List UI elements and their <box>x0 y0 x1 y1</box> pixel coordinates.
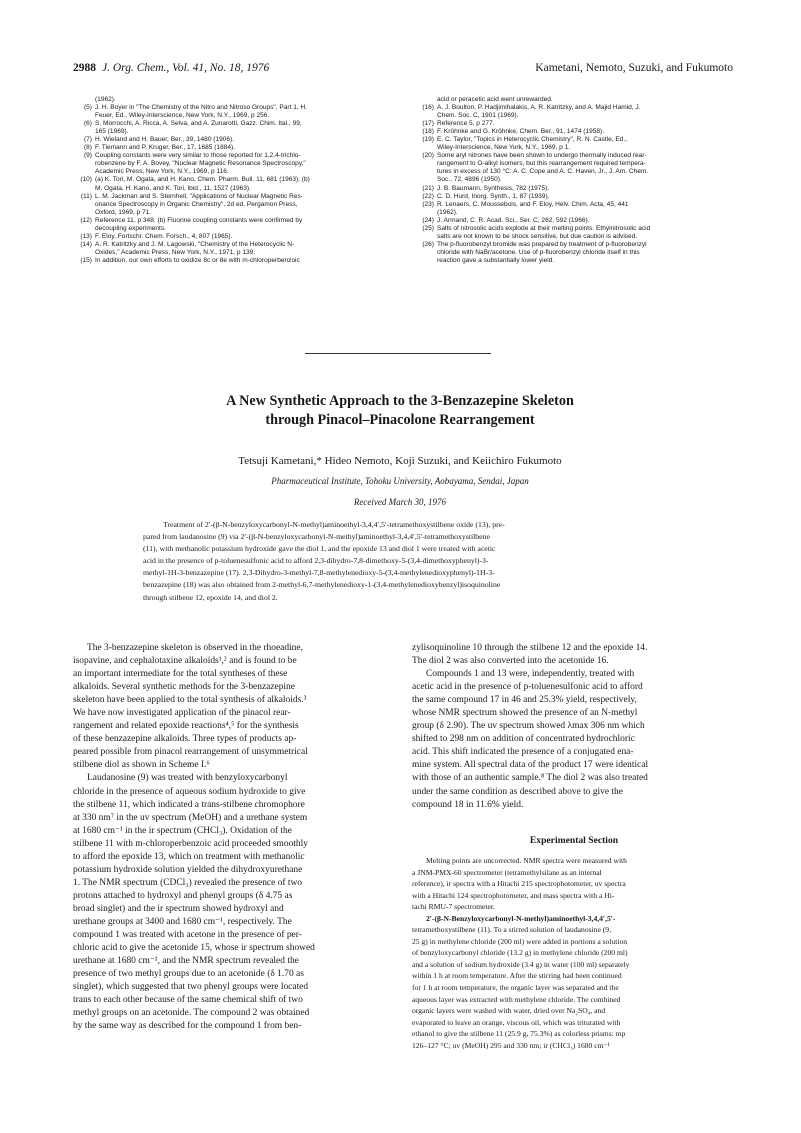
experimental-line: 2′-(β-N-Benzyloxycarbonyl-N-methyl)aminoethyl-3,4,4′,5′- <box>426 913 616 923</box>
reference-text-line: C. D. Hurd, Inorg. Synth., 1, 87 (1939). <box>437 192 550 200</box>
reference-text-line: F. Eloy, Fortschr. Chem. Forsch., 4, 807 (1965). <box>95 232 233 240</box>
body-line: We have now investigated application of the pinacol rear- <box>73 708 291 719</box>
reference-note <box>415 225 735 241</box>
running-head-authors: Kametani, Nemoto, Suzuki, and Fukumoto <box>535 62 733 74</box>
reference-text-line: onance Spectroscopy in Organic Chemistry", 2d ed, Pergamon Press, <box>95 200 298 208</box>
experimental-line: tetramethoxystilbene (11). To a stirred solution of laudanosine (9, <box>412 925 611 935</box>
body-line: peared possible from pinacol rearrangement of unsymmetrical <box>73 747 308 758</box>
reference-note <box>415 120 735 128</box>
experimental-line: aqueous layer was extracted with methylene chloride. The combined <box>412 994 621 1004</box>
section-divider <box>305 353 491 354</box>
reference-note <box>415 152 735 184</box>
references-right-column <box>415 96 735 265</box>
reference-text-line: H. Wieland and H. Bauer, Ber., 39, 1480 (1906). <box>95 136 235 144</box>
reference-text-line: Academic Press, New York, N.Y., 1969, p 116. <box>95 168 229 176</box>
experimental-line: a JNM-PMX-60 spectrometer (tetramethylsilane as an internal <box>412 867 602 877</box>
abstract-line: Treatment of 2′-(β-N-benzyloxycarbonyl-N-methyl)aminoethyl-3,4,4′,5′-tetramethoxystilbene oxide (13), pre- <box>163 520 505 529</box>
reference-text-line: J. Armand, C. R. Acad. Sci., Ser. C, 262, 592 (1966). <box>437 216 590 224</box>
reference-text-line: E. C. Taylor, "Topics in Heterocyclic Chemistry", R. N. Castle, Ed., <box>437 136 628 144</box>
experimental-line: with a Hitachi 124 spectrophotometer, and mass spectra with a Hi- <box>412 890 615 900</box>
body-line: compound 1 was treated with acetone in the presence of per- <box>73 930 302 941</box>
reference-number: (9) <box>83 152 92 160</box>
body-line: by the same way as described for the compound 1 from ben- <box>73 1021 302 1032</box>
experimental-line: 126–127 °C; uv (MeOH) 295 and 330 nm; ir (CHCl₃) 1680 cm⁻¹ <box>412 1040 610 1050</box>
reference-number: (23) <box>422 200 434 208</box>
experimental-line: Melting points are uncorrected. NMR spectra were measured with <box>426 856 627 865</box>
reference-number: (11) <box>80 192 92 200</box>
body-line: at 330 nm⁷ in the uv spectrum (MeOH) and a urethane system <box>73 812 308 823</box>
body-line: The 3-benzazepine skeleton is observed in the rhoeadine, <box>87 643 303 653</box>
body-line: compound 18 in 11.6% yield. <box>412 799 524 810</box>
reference-text-line: acid or peracetic acid went unrewarded. <box>437 96 553 103</box>
reference-note <box>73 144 399 152</box>
reference-text-line: Wiley-Interscience, New York, N.Y., 1969, p 1. <box>437 144 571 152</box>
reference-note <box>73 152 399 176</box>
reference-text-line: rangement to O-alkyl isomers, but this rearrangement required tempera- <box>437 160 646 168</box>
reference-text-line: Feuer, Ed., Wiley-Interscience, New York, N.Y., 1969, p 256. <box>95 112 270 120</box>
reference-number: (5) <box>83 104 92 112</box>
reference-note <box>73 136 399 144</box>
reference-text-line: Oxides," Academic Press, New York, N.Y., 1971, p 139. <box>95 248 256 256</box>
reference-text-line: F. Kröhnke and G. Kröhnke, Chem. Ber., 91, 1474 (1958). <box>437 128 605 136</box>
body-line: singlet), which suggested that two phenyl groups were located <box>73 982 309 993</box>
body-line: with those of an authentic sample.⁸ The diol 2 was also treated <box>412 773 648 784</box>
reference-number: (16) <box>422 104 434 112</box>
reference-text-line: A. R. Katritzky and J. M. Lagowski, "Chemistry of the Heterocyclic N- <box>95 240 295 248</box>
running-head-left <box>73 62 269 74</box>
reference-note <box>415 217 735 225</box>
abstract-line: (11), with methanolic potassium hydroxide gave the diol 1, and the epoxide 13 and diol 1 were treated with acetic <box>143 544 496 554</box>
reference-number: (8) <box>83 144 92 152</box>
reference-note <box>415 128 735 136</box>
body-line: broad singlet) and the ir spectrum showed hydroxyl and <box>73 903 284 914</box>
body-line: stilbene 11 with m-chloroperbenzoic acid proceeded smoothly <box>73 838 308 849</box>
title-line: A New Synthetic Approach to the 3-Benzazepine Skeleton <box>226 393 574 409</box>
reference-text-line: Coupling constants were very similar to those reported for 1,2,4-trichlo- <box>95 152 301 160</box>
body-line: under the same condition as described above to give the <box>412 786 623 797</box>
body-line: stilbene diol as shown in Scheme I.⁶ <box>73 760 210 771</box>
reference-note <box>415 104 735 120</box>
running-head <box>73 62 733 78</box>
reference-text-line: Soc., 72, 4896 (1950). <box>437 176 502 184</box>
abstract-line: pared from laudanosine (9) via 2′-(β-N-benzyloxycarbonyl-N-methyl)aminoethyl-3,4,4′,5′-tetramethoxystilbene <box>143 532 490 542</box>
reference-note <box>415 185 735 193</box>
reference-text-line: F. Tiemann and P. Kruger, Ber., 17, 1685 (1884). <box>95 144 235 152</box>
reference-note <box>73 241 399 257</box>
body-line: zylisoquinoline 10 through the stilbene 12 and the epoxide 14. <box>412 643 648 653</box>
abstract-line: methyl-1H-3-benzazepine (17). 2,3-Dihydro-3-methyl-7,8-methylenedioxy-5-(3,4-methylenedioxyphenyl)-1H-3- <box>143 568 495 578</box>
reference-note <box>73 257 399 265</box>
body-line: skeleton have been applied to the total synthesis of alkaloids.³ <box>73 695 307 706</box>
reference-text-line: Reference 11, p 348. (b) Fluorine coupling constants were confirmed by <box>95 216 303 224</box>
abstract-line: through stilbene 12, epoxide 14, and diol 2. <box>143 592 278 602</box>
reference-text-line: L. M. Jackman and S. Sternhell, "Applications of Nuclear Magnetic Res- <box>95 192 303 200</box>
body-line: alkaloids. Several synthetic methods for the 3-benzazepine <box>73 682 295 693</box>
abstract <box>143 519 676 604</box>
reference-number: (10) <box>80 176 92 184</box>
experimental-line: ethanol to give the stilbene 11 (25.9 g, 75.3%) as colorless prisms: mp <box>412 1029 626 1039</box>
body-line: chloride in the presence of aqueous sodium hydroxide to give <box>73 786 306 797</box>
experimental-line: reference), ir spectra with a Hitachi 215 spectrophotometer, uv spectra <box>412 879 626 889</box>
body-line: Compounds 1 and 13 were, independently, treated with <box>426 669 635 680</box>
body-line: trans to each other because of the same chemical shift of two <box>73 995 303 1006</box>
experimental-line: tachi RMU-7 spectrometer. <box>412 902 495 912</box>
reference-text-line: R. Lenaers, C. Moussebois, and F. Eloy, Helv. Chim. Acta, 45, 441 <box>437 200 629 208</box>
body-line: acetic acid in the presence of p-toluenesulfonic acid to afford <box>412 682 643 693</box>
experimental-line: evaporated to leave an orange, viscous oil, which was triturated with <box>412 1017 621 1027</box>
body-line: chloric acid to give the acetonide 15, whose ir spectrum showed <box>73 943 315 954</box>
reference-text-line: Chem. Soc. C, 1901 (1969). <box>437 112 519 120</box>
experimental-line: 25 g) in methylene chloride (200 ml) were added in portions a solution <box>412 936 628 946</box>
reference-note <box>73 120 399 136</box>
reference-note <box>73 96 399 104</box>
title-line: through Pinacol–Pinacolone Rearrangement <box>265 412 535 428</box>
body-line: group (δ 2.90). The uv spectrum showed λmax 306 nm which <box>412 721 645 732</box>
reference-note <box>415 193 735 201</box>
body-line: urethane at 1680 cm⁻¹, and the NMR spectrum revealed the <box>73 956 299 967</box>
author-list: Tetsuji Kametani,* Hideo Nemoto, Koji Suzuki, and Keiichiro Fukumoto <box>238 455 562 467</box>
reference-text-line: J. B. Baumann, Synthesis, 782 (1975). <box>437 184 550 192</box>
reference-number: (14) <box>80 240 92 248</box>
reference-note <box>415 201 735 217</box>
reference-number: (26) <box>422 240 434 248</box>
body-line: mine system. All spectral data of the product 17 were identical <box>412 760 649 771</box>
references-left-column <box>73 96 399 265</box>
reference-text-line: Oxford, 1969, p 71. <box>95 208 152 216</box>
reference-note <box>415 241 735 265</box>
reference-number: (25) <box>422 224 434 232</box>
reference-number: (17) <box>422 120 434 128</box>
body-line: potassium hydroxide solution yielded the dihydroxyurethane <box>73 864 303 875</box>
body-line: an important intermediate for the total syntheses of these <box>73 669 288 680</box>
reference-number: (21) <box>422 184 434 192</box>
experimental-text <box>412 855 736 1051</box>
reference-text-line: tures in excess of 130 °C: A. C. Cope and A. C. Haven, Jr., J. Am. Chem. <box>437 168 649 176</box>
reference-number: (12) <box>80 216 92 224</box>
body-line: urethane groups at 3400 and 1680 cm⁻¹, respectively. The <box>73 916 292 927</box>
reference-number: (13) <box>80 232 92 240</box>
reference-text-line: robenzene by F. A. Bovey, "Nuclear Magnetic Resonance Spectroscopy," <box>95 160 306 168</box>
body-line: The diol 2 was also converted into the acetonide 16. <box>412 656 609 667</box>
body-left-column <box>73 642 395 1033</box>
reference-note <box>73 193 399 217</box>
body-line: presence of two methyl groups due to an acetonide (δ 1.70 as <box>73 969 304 980</box>
body-line: to afford the epoxide 13, which on treatment with methanolic <box>73 851 305 862</box>
reference-text-line: (a) K. Tori, M. Ogata, and H. Kano, Chem. Pharm. Bull. 11, 681 (1963); (b) <box>95 176 310 184</box>
reference-text-line: Salts of nitrosolic acids explode at their melting points. Ethylnitrosolic acid <box>437 224 651 232</box>
body-line: at 1680 cm⁻¹ in the ir spectrum (CHCl₃). Oxidation of the <box>73 825 292 836</box>
reference-text-line: The p-fluorobenzyl bromide was prepared by treatment of p-fluorobenzyl <box>437 240 647 248</box>
reference-text-line: 165 (1969). <box>95 128 129 136</box>
affiliation: Pharmaceutical Institute, Tohoku University, Aobayama, Sendai, Japan <box>271 476 529 486</box>
body-line: acid. This shift indicated the presence of a conjugated ena- <box>412 747 634 758</box>
received-date: Received March 30, 1976 <box>353 497 447 507</box>
body-line: protons attached to hydroxyl and phenyl groups (δ 4.75 as <box>73 890 293 901</box>
reference-number: (7) <box>83 136 92 144</box>
reference-text-line: (1962). <box>95 96 116 103</box>
reference-note <box>73 217 399 233</box>
experimental-line: for 1 h at room temperature, the organic layer was separated and the <box>412 983 619 993</box>
reference-text-line: chloride with NaBr/acetone. Use of p-fluorobenzyl chloride itself in this <box>437 248 640 256</box>
reference-number: (22) <box>422 192 434 200</box>
reference-text-line: Some aryl nitrones have been shown to undergo thermally induced rear- <box>437 152 647 160</box>
reference-number: (20) <box>422 152 434 160</box>
reference-number: (18) <box>422 128 434 136</box>
reference-text-line: A. J. Boulton, P. Hadjimihalakis, A. R. Katritzky, and A. Majid Hamid, J. <box>437 104 641 112</box>
reference-text-line: reaction gave a substantially lower yield. <box>437 256 555 264</box>
reference-text-line: (1962). <box>437 208 458 216</box>
reference-note <box>415 136 735 152</box>
reference-number: (19) <box>422 136 434 144</box>
reference-text-line: J. H. Boyer in "The Chemistry of the Nitro and Nitroso Groups", Part 1, H. <box>95 104 308 112</box>
reference-number: (15) <box>80 256 92 264</box>
body-line: the stilbene 11, which indicated a trans-stilbene chromophore <box>73 799 305 810</box>
experimental-line: within 1 h at room temperature. After the stirring had been continued <box>412 971 622 981</box>
reference-note <box>73 233 399 241</box>
body-line: shifted to 298 nm on addition of concentrated hydrochloric <box>412 734 635 745</box>
body-right-column <box>412 642 736 812</box>
reference-text-line: Reference 5, p 277. <box>437 120 495 128</box>
reference-number: (6) <box>83 120 92 128</box>
reference-text-line: decoupling experiments. <box>95 224 166 232</box>
experimental-line: and a solution of sodium hydroxide (3.4 g) in water (100 ml) separately <box>412 959 630 969</box>
body-line: of these benzazepine alkaloids. Three types of products ap- <box>73 734 297 745</box>
body-line: isopavine, and cephalotaxine alkaloids¹,² and is found to be <box>73 656 297 667</box>
journal-citation: J. Org. Chem., Vol. 41, No. 18, 1976 <box>102 62 270 74</box>
reference-note <box>73 176 399 192</box>
reference-text-line: In addition, our own efforts to oxidize 8c or 8e with m-chloroperbenzoic <box>95 256 300 264</box>
reference-text-line: S. Morrocchi, A. Ricca, A. Selva, and A. Zunarotti, Gazz. Chim. Ital., 99, <box>95 120 302 128</box>
body-line: Laudanosine (9) was treated with benzyloxycarbonyl <box>87 773 288 784</box>
experimental-line: of benzyloxycarbonyl chloride (13.2 g) in methylene chloride (200 ml) <box>412 948 628 958</box>
reference-text-line: salts are not known to be shock sensitive, but due caution is advised. <box>437 232 638 240</box>
reference-text-line: M. Ogata, H. Kano, and K. Tori, ibid., 11, 1527 (1963). <box>95 184 251 192</box>
experimental-section-heading: Experimental Section <box>529 835 619 846</box>
abstract-line: acid in the presence of p-toluenesulfonic acid to afford 2,3-dihydro-7,8-dimethoxy-5-(3,4-dimethoxyphenyl)-3- <box>143 556 489 566</box>
body-line: 1. The NMR spectrum (CDCl₃) revealed the presence of two <box>73 877 303 888</box>
page-number: 2988 <box>73 62 96 74</box>
body-line: the same compound 17 in 46 and 25.3% yield, respectively, <box>412 695 637 706</box>
abstract-line: benzazepine (18) was also obtained from 2-methyl-6,7-methylenedioxy-1-(3,4-methylenedioxybenzyl)isoquinoline <box>143 580 501 590</box>
experimental-line: organic layers were washed with water, dried over Na₂SO₄, and <box>412 1006 606 1016</box>
reference-note <box>415 96 735 104</box>
article-title <box>100 392 700 430</box>
reference-number: (24) <box>422 216 434 224</box>
body-line: methyl groups on an acetonide. The compound 2 was obtained <box>73 1008 310 1019</box>
body-line: whose NMR spectrum showed the presence of an N-methyl <box>412 708 638 719</box>
body-line: rangement and related epoxide reactions⁴,⁵ for the synthesis <box>73 721 299 732</box>
reference-note <box>73 104 399 120</box>
